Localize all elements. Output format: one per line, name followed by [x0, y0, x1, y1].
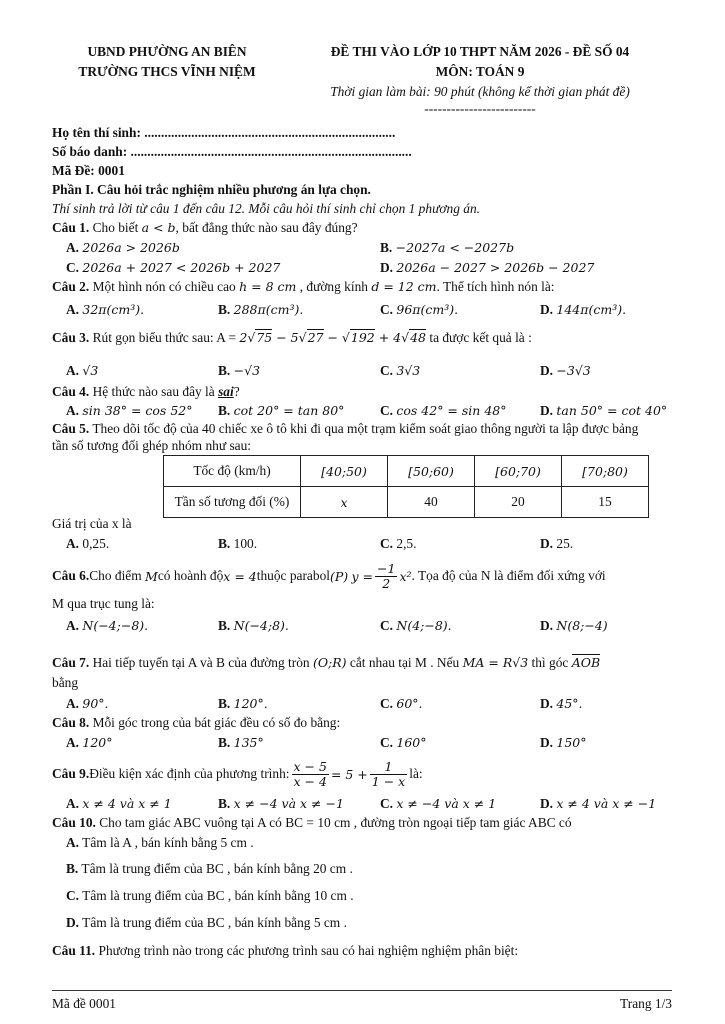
q1-option-b[interactable]	[380, 240, 514, 256]
q6-option-b[interactable]	[218, 618, 289, 634]
option-text: Tâm là A , bán kính bằng 5 cm .	[82, 835, 254, 850]
question-label: Câu 8.	[52, 715, 90, 730]
option-text: N(8;−4)	[556, 618, 608, 633]
question-4	[52, 384, 240, 400]
option-text: cos 42° = sin 48°	[396, 403, 507, 418]
question-label: Câu 10.	[52, 815, 96, 830]
part1-title: Phần I. Câu hỏi trắc nghiệm nhiều phương án lựa chọn.	[52, 182, 371, 197]
option-letter: C.	[380, 536, 394, 551]
fraction	[370, 760, 407, 787]
option-text: N(−4;8).	[233, 618, 289, 633]
numerator: −1	[377, 561, 396, 577]
q7-option-a[interactable]	[66, 696, 109, 712]
option-letter: B.	[66, 861, 79, 876]
option-letter: C.	[66, 888, 80, 903]
fraction	[292, 760, 329, 787]
table-cell: 20	[475, 487, 562, 518]
option-letter: D.	[66, 915, 80, 930]
option-letter: A.	[66, 796, 80, 811]
q7-option-b[interactable]	[218, 696, 268, 712]
student-id-line: Số báo danh: ....................................................................................	[52, 144, 412, 159]
time-limit: Thời gian làm bài: 90 phút (không kể thời gian phát đề)	[330, 84, 630, 99]
q6-option-a[interactable]	[66, 618, 148, 634]
subject: MÔN: TOÁN 9	[435, 64, 525, 79]
q5-option-a[interactable]	[66, 536, 109, 552]
option-text: 120°	[82, 735, 113, 750]
question-text: Mỗi góc trong của bát giác đều có số đo bằng:	[89, 715, 341, 730]
question-text: Điều kiện xác định của phương trình:	[89, 766, 290, 781]
question-7-line2: bằng	[52, 675, 79, 690]
denominator: 1 − x	[371, 773, 406, 789]
option-text: 90°.	[82, 696, 109, 711]
question-text: thì góc	[528, 655, 572, 670]
table-cell: 40	[388, 487, 475, 518]
footer-exam-code: Mã đề 0001	[52, 996, 116, 1011]
question-text: có hoành độ	[157, 568, 224, 583]
option-text: 120°.	[233, 696, 268, 711]
option-text: −3√3	[556, 363, 591, 378]
option-letter: C.	[380, 363, 394, 378]
option-text: 45°.	[556, 696, 583, 711]
option-letter: D.	[540, 796, 554, 811]
q8-option-d[interactable]	[540, 735, 587, 751]
q10-option-c[interactable]	[66, 888, 354, 904]
math-expr: MA = R√3	[462, 655, 529, 670]
math-expr: = 5 +	[330, 766, 368, 782]
option-letter: B.	[218, 696, 231, 711]
q9-option-b[interactable]	[218, 796, 344, 812]
option-letter: C.	[66, 260, 80, 275]
question-text: Cho tam giác ABC vuông tại A có BC = 10 cm , đường tròn ngoại tiếp tam giác ABC có	[95, 815, 572, 830]
q10-option-a[interactable]	[66, 835, 254, 851]
option-text: N(−4;−8).	[82, 618, 149, 633]
option-text: Tâm là trung điểm của BC , bán kính bằng 20 cm .	[81, 861, 353, 876]
q2-option-d[interactable]	[540, 302, 626, 318]
question-7	[52, 655, 600, 671]
math-expr: a < b	[141, 220, 176, 235]
option-letter: D.	[540, 363, 554, 378]
exam-title: ĐỀ THI VÀO LỚP 10 THPT NĂM 2026 - ĐỀ SỐ 04	[330, 44, 630, 59]
question-text: thuộc parabol	[256, 568, 330, 583]
q10-option-b[interactable]	[66, 861, 353, 877]
q8-option-a[interactable]	[66, 735, 113, 751]
option-text: 25.	[556, 536, 574, 551]
question-text: ta được kết quả là :	[426, 330, 532, 345]
question-11	[52, 943, 518, 959]
option-text: 160°	[396, 735, 427, 750]
q1-option-d[interactable]	[380, 260, 594, 276]
option-letter: B.	[218, 735, 231, 750]
question-10	[52, 815, 572, 831]
option-text: x ≠ 4 và x ≠ −1	[556, 796, 657, 811]
option-letter: B.	[218, 536, 231, 551]
denominator: x − 4	[293, 773, 327, 789]
option-letter: B.	[218, 302, 231, 317]
question-text: Theo dõi tốc độ của 40 chiếc xe ô tô khi đi qua một trạm kiểm soát giao thông người ta lập được bảng	[89, 421, 639, 436]
option-text: tan 50° = cot 40°	[556, 403, 668, 418]
option-text: 3√3	[396, 363, 421, 378]
question-label: Câu 6.	[52, 568, 90, 583]
q1-option-a[interactable]	[66, 240, 180, 256]
option-text: x ≠ −4 và x ≠ 1	[396, 796, 497, 811]
question-text: Hệ thức nào sau đây là	[89, 384, 219, 399]
option-letter: D.	[540, 735, 554, 750]
question-text: là:	[409, 766, 423, 781]
option-text: cot 20° = tan 80°	[233, 403, 345, 418]
q10-option-d[interactable]	[66, 915, 347, 931]
q6-option-c[interactable]	[380, 618, 452, 634]
option-letter: B.	[218, 403, 231, 418]
math-expr: M	[145, 568, 158, 584]
question-text: Hai tiếp tuyến tại A và B của đường tròn	[89, 655, 313, 670]
q7-option-d[interactable]	[540, 696, 583, 712]
option-letter: A.	[66, 403, 80, 418]
exam-code: Mã Đề: 0001	[52, 163, 125, 178]
q2-option-c[interactable]	[380, 302, 458, 318]
q4-option-a[interactable]	[66, 403, 192, 419]
question-text: ?	[233, 384, 240, 399]
table-row	[164, 456, 649, 487]
question-text: . Thể tích hình nón là:	[436, 279, 555, 294]
math-expr: d = 12 cm	[371, 279, 437, 294]
option-letter: C.	[380, 796, 394, 811]
option-letter: A.	[66, 363, 80, 378]
math-expr: x²	[399, 568, 412, 584]
q5-option-b[interactable]	[218, 536, 257, 552]
part1-instruction: Thí sinh trả lời từ câu 1 đến câu 12. Mỗi câu hỏi thí sinh chỉ chọn 1 phương án.	[52, 201, 480, 216]
option-text: 2,5.	[396, 536, 417, 551]
question-label: Câu 1.	[52, 220, 90, 235]
question-5-line2: tần số tương đối ghép nhóm như sau:	[52, 438, 252, 453]
page-number: Trang 1/3	[620, 996, 672, 1011]
option-text: 2026a + 2027 < 2026b + 2027	[82, 260, 281, 275]
q2-option-b[interactable]	[218, 302, 303, 318]
table-cell: Tần số tương đối (%)	[164, 487, 301, 518]
option-letter: D.	[540, 403, 554, 418]
option-text: 144π(cm³).	[556, 302, 627, 317]
math-expr: y =	[351, 568, 374, 584]
question-text: , bất đẳng thức nào sau đây đúng?	[175, 220, 358, 235]
q9-option-a[interactable]	[66, 796, 172, 812]
option-letter: A.	[66, 536, 80, 551]
question-9	[52, 756, 423, 792]
option-text: 60°.	[396, 696, 423, 711]
q4-option-d[interactable]	[540, 403, 667, 419]
question-2	[52, 279, 555, 295]
table-row	[164, 487, 649, 518]
question-5-prompt: Giá trị của x là	[52, 516, 132, 531]
question-6-line2: M qua trục tung là:	[52, 596, 155, 611]
q3-option-d[interactable]	[540, 363, 591, 379]
question-6	[52, 558, 606, 594]
question-label: Câu 9.	[52, 766, 90, 781]
q4-option-b[interactable]	[218, 403, 344, 419]
option-text: 96π(cm³).	[396, 302, 459, 317]
q9-option-d[interactable]	[540, 796, 656, 812]
option-letter: C.	[380, 696, 394, 711]
q8-option-c[interactable]	[380, 735, 427, 751]
question-label: Câu 4.	[52, 384, 90, 399]
option-letter: D.	[380, 260, 394, 275]
question-label: Câu 5.	[52, 421, 90, 436]
math-expr: 2√75 − 5√27 − √192 + 4√48	[239, 330, 426, 345]
option-letter: A.	[66, 240, 80, 255]
table-cell: [60;70)	[475, 456, 562, 487]
q3-option-b[interactable]	[218, 363, 260, 379]
table-cell: [70;80)	[562, 456, 649, 487]
question-8	[52, 715, 340, 731]
math-expr: (P)	[329, 568, 349, 584]
table-cell: Tốc độ (km/h)	[164, 456, 301, 487]
question-5	[52, 421, 638, 437]
option-letter: A.	[66, 696, 80, 711]
question-text: Phương trình nào trong các phương trình sau có hai nghiệm nghiệm phân biệt:	[95, 943, 519, 958]
q3-option-a[interactable]	[66, 363, 98, 379]
option-letter: D.	[540, 696, 554, 711]
option-letter: D.	[540, 536, 554, 551]
table-cell: [40;50)	[301, 456, 388, 487]
q9-option-c[interactable]	[380, 796, 496, 812]
math-expr: h = 8 cm	[239, 279, 297, 294]
option-text: −√3	[233, 363, 261, 378]
question-label: Câu 7.	[52, 655, 90, 670]
school-name: TRƯỜNG THCS VĨNH NIỆM	[78, 64, 256, 79]
question-text: Cho điểm	[89, 568, 142, 583]
table-cell: 15	[562, 487, 649, 518]
option-letter: A.	[66, 835, 80, 850]
question-text: Rút gọn biểu thức sau: A =	[89, 330, 240, 345]
option-letter: A.	[66, 302, 80, 317]
q5-option-c[interactable]	[380, 536, 416, 552]
option-letter: B.	[218, 796, 231, 811]
question-label: Câu 3.	[52, 330, 90, 345]
option-letter: B.	[218, 618, 231, 633]
option-letter: C.	[380, 618, 394, 633]
denominator: 2	[382, 575, 391, 591]
question-text: . Tọa độ của N là điểm đối xứng với	[411, 568, 606, 583]
table-cell: [50;60)	[388, 456, 475, 487]
option-text: 288π(cm³).	[233, 302, 304, 317]
question-text: , đường kính	[296, 279, 372, 294]
option-text: 0,25.	[82, 536, 110, 551]
q5-option-d[interactable]	[540, 536, 573, 552]
option-letter: A.	[66, 618, 80, 633]
emphasis-word: sai	[218, 384, 234, 399]
numerator: x − 5	[293, 759, 327, 775]
option-text: 2026a − 2027 > 2026b − 2027	[396, 260, 595, 275]
school-authority: UBND PHƯỜNG AN BIÊN	[87, 44, 247, 59]
option-text: N(4;−8).	[396, 618, 452, 633]
option-text: 32π(cm³).	[82, 302, 145, 317]
option-text: √3	[82, 363, 99, 378]
option-letter: C.	[380, 735, 394, 750]
question-1	[52, 220, 358, 236]
option-text: sin 38° = cos 52°	[82, 403, 193, 418]
option-text: −2027a < −2027b	[395, 240, 515, 255]
option-text: 2026a > 2026b	[82, 240, 180, 255]
q6-option-d[interactable]	[540, 618, 608, 634]
question-text: cắt nhau tại M . Nếu	[346, 655, 463, 670]
table-cell: x	[301, 487, 388, 518]
question-3	[52, 330, 532, 346]
q4-option-c[interactable]	[380, 403, 506, 419]
math-expr: AOB	[571, 655, 601, 670]
option-text: Tâm là trung điểm của BC , bán kính bằng 5 cm .	[82, 915, 347, 930]
numerator: 1	[370, 760, 407, 774]
header-divider: -------------------------	[424, 101, 536, 116]
math-expr: x = 4	[223, 568, 257, 584]
question-text: Cho biết	[89, 220, 142, 235]
option-letter: D.	[540, 302, 554, 317]
q7-option-c[interactable]	[380, 696, 423, 712]
option-text: 150°	[556, 735, 587, 750]
option-letter: A.	[66, 735, 80, 750]
option-letter: D.	[540, 618, 554, 633]
option-letter: B.	[218, 363, 231, 378]
question-text: Một hình nón có chiều cao	[89, 279, 240, 294]
q1-option-c[interactable]	[66, 260, 280, 276]
q8-option-b[interactable]	[218, 735, 264, 751]
option-text: 100.	[233, 536, 258, 551]
option-text: x ≠ 4 và x ≠ 1	[82, 796, 172, 811]
frequency-table	[163, 455, 649, 518]
question-label: Câu 11.	[52, 943, 96, 958]
option-letter: B.	[380, 240, 393, 255]
footer-divider	[52, 990, 672, 991]
option-text: 135°	[233, 735, 264, 750]
option-text: Tâm là trung điểm của BC , bán kính bằng 10 cm .	[82, 888, 354, 903]
option-text: x ≠ −4 và x ≠ −1	[233, 796, 344, 811]
q2-option-a[interactable]	[66, 302, 144, 318]
option-letter: C.	[380, 302, 394, 317]
student-name-line: Họ tên thí sinh: ...........................................................................	[52, 125, 396, 140]
q3-option-c[interactable]	[380, 363, 420, 379]
fraction	[375, 562, 397, 589]
question-label: Câu 2.	[52, 279, 90, 294]
math-expr: (O;R)	[312, 655, 347, 670]
option-letter: C.	[380, 403, 394, 418]
